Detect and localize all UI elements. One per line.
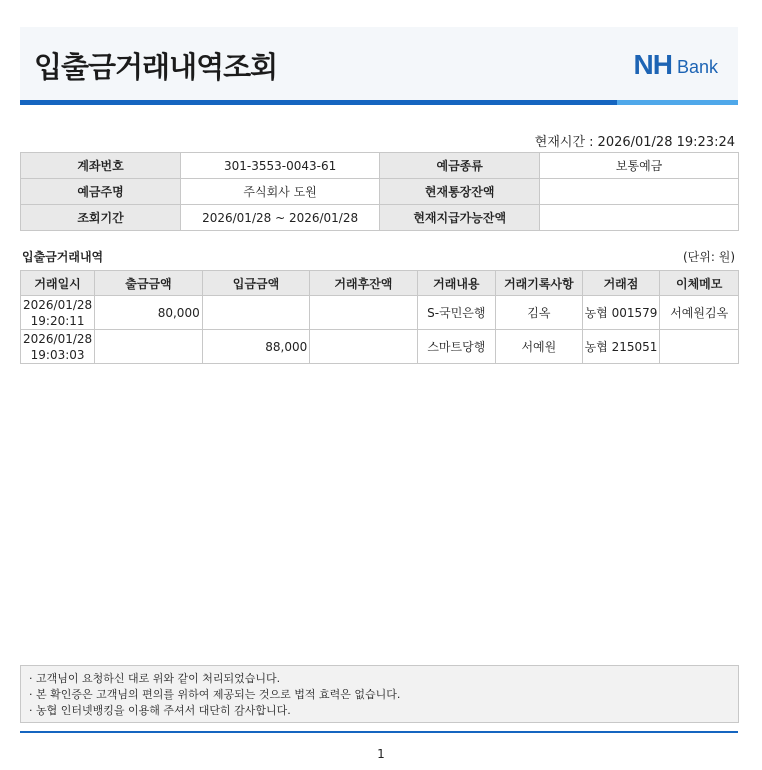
col-header-withdraw: 출금금액: [95, 271, 203, 296]
page-header: [20, 27, 738, 100]
account-info-table: [20, 152, 739, 231]
account-no-label: 계좌번호: [21, 153, 181, 179]
tx-memo: 서예원김옥: [660, 296, 739, 330]
tx-withdraw: 80,000: [95, 296, 203, 330]
col-header-memo: 이체메모: [660, 271, 739, 296]
tx-time: 19:20:11: [30, 313, 85, 328]
col-header-balance: 거래후잔액: [310, 271, 417, 296]
header-divider: [20, 100, 738, 105]
notice-line: · 농협 인터넷뱅킹을 이용해 주셔서 대단히 감사합니다.: [29, 704, 291, 717]
owner-label: 예금주명: [21, 179, 181, 205]
tx-record: 김옥: [496, 296, 582, 330]
col-header-content: 거래내용: [417, 271, 496, 296]
notice-line: · 본 확인증은 고객님의 편의를 위하여 제공되는 것으로 법적 효력은 없습니다.: [29, 688, 401, 701]
current-time-label: 현재시간 :: [534, 135, 594, 150]
account-no-value: 301-3553-0043-61: [181, 153, 380, 179]
period-value: 2026/01/28 ~ 2026/01/28: [181, 205, 380, 231]
page-number: 1: [377, 747, 385, 761]
current-time: [535, 131, 735, 150]
nh-bank-logo: [634, 51, 718, 79]
tx-date: 2026/01/28: [23, 331, 93, 346]
transactions-table: [20, 270, 739, 364]
available-label: 현재지급가능잔액: [380, 205, 540, 231]
deposit-type-label: 예금종류: [380, 153, 540, 179]
tx-datetime: [21, 296, 95, 330]
tx-deposit: [202, 296, 310, 330]
tx-branch: 농협 001579: [582, 296, 660, 330]
page-title: 입출금거래내역조회: [34, 50, 278, 84]
notice-box: [20, 665, 739, 723]
logo-bank-text: Bank: [676, 56, 718, 77]
table-row: [21, 296, 739, 330]
col-header-deposit: 입금금액: [202, 271, 310, 296]
tx-date: 2026/01/28: [23, 297, 93, 312]
period-label: 조회기간: [21, 205, 181, 231]
tx-record: 서예원: [496, 330, 582, 364]
tx-content: 스마트당행: [417, 330, 496, 364]
footer-divider: [20, 731, 738, 733]
logo-nh-text: NH: [633, 49, 672, 80]
col-header-record: 거래기록사항: [496, 271, 582, 296]
table-header-row: [21, 271, 739, 296]
unit-label: (단위: 원): [683, 250, 735, 264]
tx-branch: 농협 215051: [582, 330, 660, 364]
balance-label: 현재통장잔액: [380, 179, 540, 205]
tx-time: 19:03:03: [30, 347, 85, 362]
tx-memo: [660, 330, 739, 364]
tx-content: S-국민은행: [417, 296, 496, 330]
tx-deposit: 88,000: [202, 330, 310, 364]
notice-line: · 고객님이 요청하신 대로 위와 같이 처리되었습니다.: [29, 672, 281, 685]
table-row: [21, 330, 739, 364]
tx-balance: [310, 296, 417, 330]
available-value: [540, 205, 739, 231]
col-header-branch: 거래점: [582, 271, 660, 296]
balance-value: [540, 179, 739, 205]
tx-withdraw: [95, 330, 203, 364]
owner-value: 주식회사 도원: [181, 179, 380, 205]
tx-balance: [310, 330, 417, 364]
tx-datetime: [21, 330, 95, 364]
current-time-value: 2026/01/28 19:23:24: [597, 135, 735, 150]
col-header-datetime: 거래일시: [21, 271, 95, 296]
deposit-type-value: 보통예금: [540, 153, 739, 179]
transactions-title: 입출금거래내역: [22, 250, 104, 264]
